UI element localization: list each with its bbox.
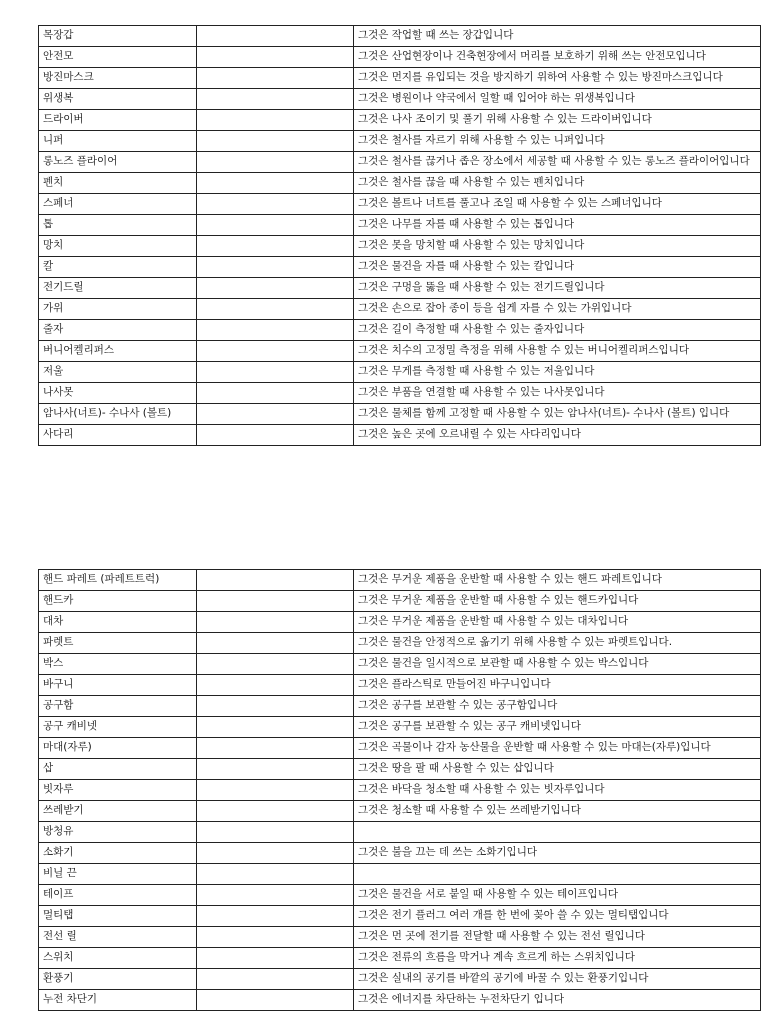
table-row [39,173,761,194]
table-row [39,257,761,278]
term-cell: 니퍼 [39,131,197,152]
blank-cell [197,969,354,990]
description-cell: 그것은 물건을 서로 붙일 때 사용할 수 있는 테이프입니다 [354,885,761,906]
blank-cell [197,654,354,675]
tool-vocabulary-table-1 [38,25,761,446]
table-row [39,990,761,1011]
table-1-body [39,26,761,446]
blank-cell [197,990,354,1011]
table-row [39,885,761,906]
table-row [39,801,761,822]
term-cell: 비닐 끈 [39,864,197,885]
blank-cell [197,612,354,633]
blank-cell [197,236,354,257]
description-cell: 그것은 철사를 자르기 위해 사용할 수 있는 니퍼입니다 [354,131,761,152]
blank-cell [197,425,354,446]
blank-cell [197,26,354,47]
blank-cell [197,675,354,696]
term-cell: 전기드릴 [39,278,197,299]
description-cell [354,822,761,843]
tool-vocabulary-table-2 [38,569,761,1011]
blank-cell [197,383,354,404]
term-cell: 롱노즈 플라이어 [39,152,197,173]
table-row [39,89,761,110]
blank-cell [197,362,354,383]
blank-cell [197,257,354,278]
blank-cell [197,404,354,425]
term-cell: 저울 [39,362,197,383]
blank-cell [197,780,354,801]
table-row [39,236,761,257]
term-cell: 나사못 [39,383,197,404]
description-cell: 그것은 물건을 자를 때 사용할 수 있는 칼입니다 [354,257,761,278]
description-cell: 그것은 바닥을 청소할 때 사용할 수 있는 빗자루입니다 [354,780,761,801]
term-cell: 톱 [39,215,197,236]
table-row [39,47,761,68]
term-cell: 핸드카 [39,591,197,612]
table-row [39,738,761,759]
term-cell: 마대(자루) [39,738,197,759]
term-cell: 공구함 [39,696,197,717]
table-row [39,696,761,717]
blank-cell [197,89,354,110]
table-row [39,215,761,236]
blank-cell [197,948,354,969]
table-row [39,759,761,780]
table-row [39,780,761,801]
description-cell: 그것은 나무를 자를 때 사용할 수 있는 톱입니다 [354,215,761,236]
blank-cell [197,341,354,362]
description-cell: 그것은 에너지를 차단하는 누전차단기 입니다 [354,990,761,1011]
blank-cell [197,591,354,612]
term-cell: 바구니 [39,675,197,696]
blank-cell [197,320,354,341]
description-cell: 그것은 못을 망치할 때 사용할 수 있는 망치입니다 [354,236,761,257]
term-cell: 줄자 [39,320,197,341]
table-row [39,362,761,383]
description-cell: 그것은 치수의 고정밀 측정을 위해 사용할 수 있는 버니어켈리퍼스입니다 [354,341,761,362]
description-cell: 그것은 부품을 연결할 때 사용할 수 있는 나사못입니다 [354,383,761,404]
description-cell: 그것은 무게를 측정할 때 사용할 수 있는 저울입니다 [354,362,761,383]
term-cell: 안전모 [39,47,197,68]
term-cell: 목장갑 [39,26,197,47]
table-2-body [39,570,761,1011]
table-row [39,425,761,446]
description-cell: 그것은 손으로 잡아 종이 등을 쉽게 자를 수 있는 가위입니다 [354,299,761,320]
term-cell: 멀티탭 [39,906,197,927]
term-cell: 드라이버 [39,110,197,131]
term-cell: 방청유 [39,822,197,843]
blank-cell [197,927,354,948]
description-cell: 그것은 나사 조이기 및 풀기 위해 사용할 수 있는 드라이버입니다 [354,110,761,131]
term-cell: 핸드 파레트 (파레트트럭) [39,570,197,591]
term-cell: 누전 차단기 [39,990,197,1011]
blank-cell [197,759,354,780]
blank-cell [197,864,354,885]
description-cell: 그것은 철사를 끊거나 좁은 장소에서 세공할 때 사용할 수 있는 롱노즈 플라이어입니다 [354,152,761,173]
table-row [39,570,761,591]
blank-cell [197,68,354,89]
table-row [39,948,761,969]
blank-cell [197,194,354,215]
blank-cell [197,110,354,131]
blank-cell [197,885,354,906]
term-cell: 칼 [39,257,197,278]
term-cell: 공구 캐비넷 [39,717,197,738]
table-row [39,404,761,425]
description-cell: 그것은 먼지를 유입되는 것을 방지하기 위하여 사용할 수 있는 방진마스크입니다 [354,68,761,89]
table-row [39,68,761,89]
table-row [39,843,761,864]
blank-cell [197,738,354,759]
description-cell: 그것은 전류의 흐름을 막거나 계속 흐르게 하는 스위치입니다 [354,948,761,969]
term-cell: 버니어켈리퍼스 [39,341,197,362]
term-cell: 가위 [39,299,197,320]
blank-cell [197,570,354,591]
table-row [39,822,761,843]
table-row [39,278,761,299]
table-row [39,131,761,152]
description-cell: 그것은 무거운 제품을 운반할 때 사용할 수 있는 핸드카입니다 [354,591,761,612]
table-row [39,654,761,675]
description-cell: 그것은 작업할 때 쓰는 장갑입니다 [354,26,761,47]
description-cell [354,864,761,885]
term-cell: 파렛트 [39,633,197,654]
table-row [39,26,761,47]
description-cell: 그것은 불을 끄는 데 쓰는 소화기입니다 [354,843,761,864]
term-cell: 스페너 [39,194,197,215]
term-cell: 삽 [39,759,197,780]
table-row [39,906,761,927]
term-cell: 대차 [39,612,197,633]
description-cell: 그것은 물체를 함께 고정할 때 사용할 수 있는 암나사(너트)- 수나사 (볼트) 입니다 [354,404,761,425]
blank-cell [197,906,354,927]
table-row [39,591,761,612]
blank-cell [197,299,354,320]
blank-cell [197,633,354,654]
term-cell: 암나사(너트)- 수나사 (볼트) [39,404,197,425]
table-row [39,320,761,341]
table-row [39,341,761,362]
description-cell: 그것은 병원이나 약국에서 일할 때 입어야 하는 위생복입니다 [354,89,761,110]
term-cell: 사다리 [39,425,197,446]
term-cell: 박스 [39,654,197,675]
blank-cell [197,822,354,843]
description-cell: 그것은 산업현장이나 건축현장에서 머리를 보호하기 위해 쓰는 안전모입니다 [354,47,761,68]
description-cell: 그것은 철사를 끊을 때 사용할 수 있는 펜치입니다 [354,173,761,194]
term-cell: 스위치 [39,948,197,969]
description-cell: 그것은 땅을 팔 때 사용할 수 있는 삽입니다 [354,759,761,780]
term-cell: 환풍기 [39,969,197,990]
description-cell: 그것은 곡물이나 감자 농산물을 운반할 때 사용할 수 있는 마대는(자루)입니다 [354,738,761,759]
description-cell: 그것은 플라스틱로 만들어진 바구니입니다 [354,675,761,696]
description-cell: 그것은 물건을 안정적으로 옮기기 위해 사용할 수 있는 파렛트입니다. [354,633,761,654]
table-row [39,927,761,948]
table-row [39,110,761,131]
table-row [39,675,761,696]
description-cell: 그것은 전기 플러그 여러 개를 한 번에 꽂아 쓸 수 있는 멀티탭입니다 [354,906,761,927]
blank-cell [197,717,354,738]
term-cell: 펜치 [39,173,197,194]
description-cell: 그것은 구멍을 뚫을 때 사용할 수 있는 전기드릴입니다 [354,278,761,299]
term-cell: 전선 릴 [39,927,197,948]
description-cell: 그것은 공구를 보관할 수 있는 공구 캐비넷입니다 [354,717,761,738]
term-cell: 빗자루 [39,780,197,801]
table-row [39,299,761,320]
table-row [39,152,761,173]
description-cell: 그것은 실내의 공기를 바깥의 공기에 바꿀 수 있는 환풍기입니다 [354,969,761,990]
term-cell: 소화기 [39,843,197,864]
blank-cell [197,278,354,299]
blank-cell [197,131,354,152]
term-cell: 쓰레받기 [39,801,197,822]
description-cell: 그것은 볼트나 너트를 풀고나 조일 때 사용할 수 있는 스페너입니다 [354,194,761,215]
table-row [39,864,761,885]
blank-cell [197,152,354,173]
table-row [39,612,761,633]
table-row [39,383,761,404]
description-cell: 그것은 무거운 제품을 운반할 때 사용할 수 있는 핸드 파레트입니다 [354,570,761,591]
table-row [39,717,761,738]
table-row [39,194,761,215]
blank-cell [197,47,354,68]
blank-cell [197,696,354,717]
blank-cell [197,801,354,822]
term-cell: 위생복 [39,89,197,110]
description-cell: 그것은 청소할 때 사용할 수 있는 쓰레받기입니다 [354,801,761,822]
term-cell: 망치 [39,236,197,257]
table-row [39,633,761,654]
blank-cell [197,843,354,864]
description-cell: 그것은 먼 곳에 전기를 전달할 때 사용할 수 있는 전선 릴입니다 [354,927,761,948]
term-cell: 방진마스크 [39,68,197,89]
blank-cell [197,173,354,194]
table-row [39,969,761,990]
description-cell: 그것은 무거운 제품을 운반할 때 사용할 수 있는 대차입니다 [354,612,761,633]
blank-cell [197,215,354,236]
description-cell: 그것은 물건을 일시적으로 보관할 때 사용할 수 있는 박스입니다 [354,654,761,675]
description-cell: 그것은 길이 측정할 때 사용할 수 있는 줄자입니다 [354,320,761,341]
description-cell: 그것은 공구를 보관할 수 있는 공구함입니다 [354,696,761,717]
description-cell: 그것은 높은 곳에 오르내릴 수 있는 사다리입니다 [354,425,761,446]
term-cell: 테이프 [39,885,197,906]
